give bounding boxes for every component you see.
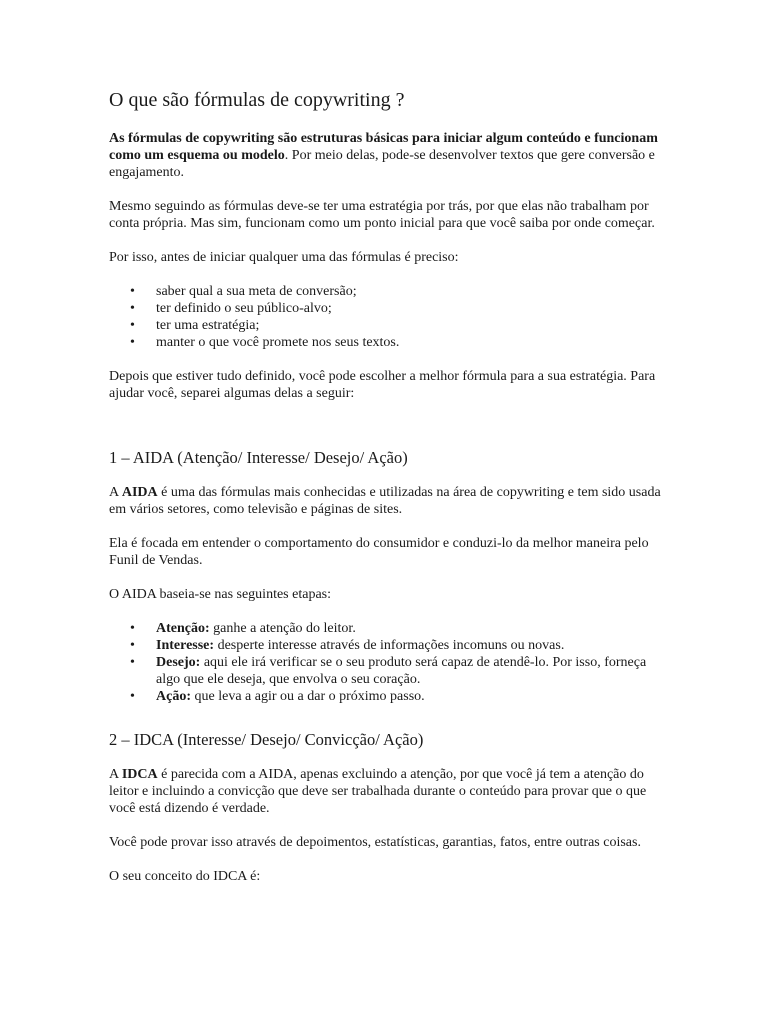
aida-paragraph-1 (109, 484, 669, 518)
list-item (109, 688, 669, 705)
step-term: Atenção: (156, 621, 210, 636)
requirements-intro: Por isso, antes de iniciar qualquer uma das fórmulas é preciso: (109, 250, 459, 265)
step-term: Ação: (156, 689, 191, 704)
intro-rest-text: . Por meio delas, pode-se desenvolver textos que gere conversão e engajamento. (109, 148, 655, 180)
step-text: aqui ele irá verificar se o seu produto será capaz de atendê-lo. Por isso, forneça algo que ele deseja, que envolva o seu coração. (156, 655, 647, 687)
list-item: • manter o que você promete nos seus textos. (109, 334, 669, 351)
step-term: Interesse: (156, 638, 215, 653)
list-item: • ter uma estratégia; (109, 317, 669, 334)
list-item (109, 620, 669, 637)
aida-paragraph-2: Ela é focada em entender o comportamento do consumidor e conduzi-lo da melhor maneira pelo Funil de Vendas. (109, 536, 649, 568)
aida-heading: 1 – AIDA (Atenção/ Interesse/ Desejo/ Ação) (109, 448, 408, 467)
list-item (109, 637, 669, 654)
idca-paragraph-3: O seu conceito do IDCA é: (109, 869, 261, 884)
list-item: • saber qual a sua meta de conversão; (109, 283, 669, 300)
aida-paragraph-3: O AIDA baseia-se nas seguintes etapas: (109, 587, 331, 602)
transition-paragraph: Depois que estiver tudo definido, você pode escolher a melhor fórmula para a sua estratégia. Para ajudar você, separei algumas delas a seguir: (109, 369, 656, 401)
idca-paragraph-1 (109, 766, 669, 817)
list-item (109, 654, 669, 688)
step-term: Desejo: (156, 655, 201, 670)
idca-p1-term: IDCA (121, 767, 158, 782)
intro-paragraph (109, 130, 669, 181)
step-text: desperte interesse através de informações incomuns ou novas. (214, 638, 565, 653)
list-item: • ter definido o seu público-alvo; (109, 300, 669, 317)
aida-p1-post: é uma das fórmulas mais conhecidas e utilizadas na área de copywriting e tem sido usada em vários setores, como televisão e páginas de sites. (109, 485, 661, 517)
idca-p1-pre: A (109, 767, 122, 782)
strategy-paragraph: Mesmo seguindo as fórmulas deve-se ter uma estratégia por trás, por que elas não trabalham por conta própria. Mas sim, funcionam como um ponto inicial para que você saiba por onde começar. (109, 199, 655, 231)
requirements-list (109, 283, 669, 351)
aida-steps-list (109, 620, 669, 705)
document-page (109, 86, 669, 885)
idca-heading: 2 – IDCA (Interesse/ Desejo/ Convicção/ Ação) (109, 730, 424, 749)
intro-bold-text: As fórmulas de copywriting são estruturas básicas para iniciar algum conteúdo e funcionam como um esquema ou modelo (109, 131, 658, 163)
idca-p1-post: é parecida com a AIDA, apenas excluindo a atenção, por que você já tem a atenção do leitor e incluindo a convicção que deve ser trabalhada durante o conteúdo para provar que o que você está dizendo é verdade. (109, 767, 647, 816)
idca-paragraph-2: Você pode provar isso através de depoimentos, estatísticas, garantias, fatos, entre outras coisas. (109, 835, 641, 850)
page-title: O que são fórmulas de copywriting ? (109, 89, 405, 111)
aida-p1-term: AIDA (121, 485, 158, 500)
aida-p1-pre: A (109, 485, 122, 500)
step-text: ganhe a atenção do leitor. (209, 621, 356, 636)
step-text: que leva a agir ou a dar o próximo passo. (191, 689, 425, 704)
